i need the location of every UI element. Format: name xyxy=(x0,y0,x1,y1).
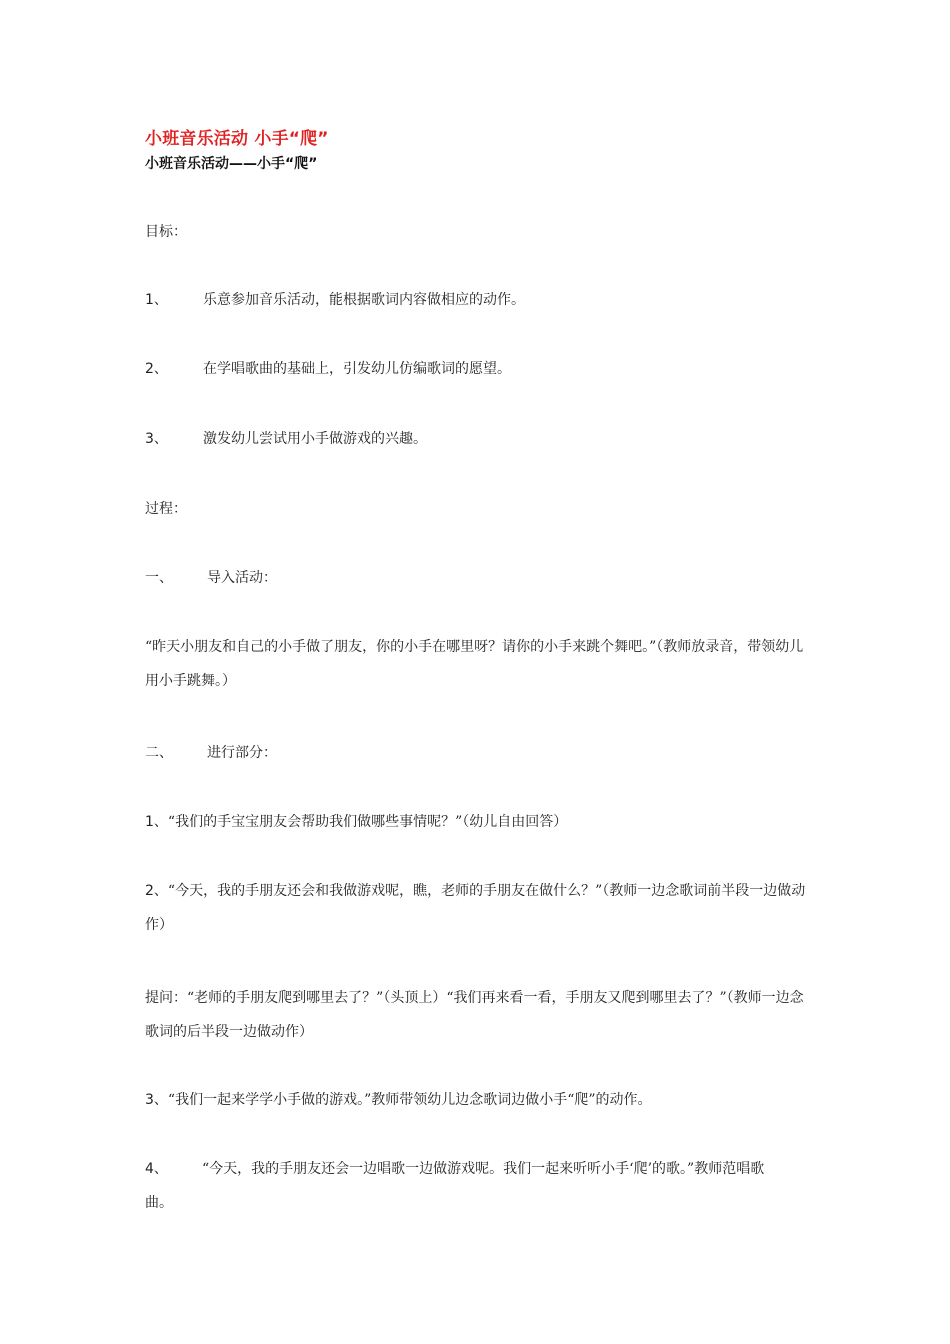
section-heading xyxy=(145,568,277,588)
step-item xyxy=(145,1152,765,1220)
process-heading: 过程： xyxy=(145,501,187,517)
step-text: “今天，我的手朋友还会一边唱歌一边做游戏呢。我们一起来听听小手‘爬’的歌。”教师范唱歌曲。 xyxy=(145,1161,765,1211)
step-number: 2、 xyxy=(145,883,168,899)
goal-item xyxy=(145,359,511,379)
step-text: “我们的手宝宝朋友会帮助我们做哪些事情呢？”（幼儿自由回答） xyxy=(167,814,568,830)
goals-heading: 目标： xyxy=(145,224,187,240)
goal-text: 在学唱歌曲的基础上，引发幼儿仿编歌词的愿望。 xyxy=(203,361,511,377)
document-title: 小班音乐活动 小手“爬” xyxy=(145,129,329,149)
section-number: 一、 xyxy=(145,570,173,586)
goal-item xyxy=(145,429,427,449)
step-text: “我们一起来学学小手做的游戏。”教师带领幼儿边念歌词边做小手“爬”的动作。 xyxy=(167,1092,652,1108)
step-text: “今天，我的手朋友还会和我做游戏呢，瞧，老师的手朋友在做什么？”（教师一边念歌词前半段一边做动作） xyxy=(145,883,806,933)
section-text: 进行部分： xyxy=(207,745,277,761)
step-number: 1、 xyxy=(145,814,168,830)
step-item xyxy=(145,1090,652,1110)
section-number: 二、 xyxy=(145,745,173,761)
document-subtitle: 小班音乐活动——小手“爬” xyxy=(145,156,318,172)
goal-number: 2、 xyxy=(145,361,168,377)
goal-text: 乐意参加音乐活动，能根据歌词内容做相应的动作。 xyxy=(203,292,525,308)
step-number: 3、 xyxy=(145,1092,168,1108)
goal-number: 1、 xyxy=(145,292,168,308)
question-paragraph: 提问：“老师的手朋友爬到哪里去了？”（头顶上）“我们再来看一看，手朋友又爬到哪里去了？”（教师一边念歌词的后半段一边做动作） xyxy=(145,990,804,1040)
goal-text: 激发幼儿尝试用小手做游戏的兴趣。 xyxy=(203,431,427,447)
intro-paragraph: “昨天小朋友和自己的小手做了朋友，你的小手在哪里呀？请你的小手来跳个舞吧。”（教师放录音，带领幼儿用小手跳舞。） xyxy=(145,639,804,689)
goal-item xyxy=(145,290,525,310)
step-item xyxy=(145,812,567,832)
step-number: 4、 xyxy=(145,1161,168,1177)
section-text: 导入活动： xyxy=(207,570,277,586)
goal-number: 3、 xyxy=(145,431,168,447)
step-item xyxy=(145,874,813,942)
section-heading xyxy=(145,743,277,763)
